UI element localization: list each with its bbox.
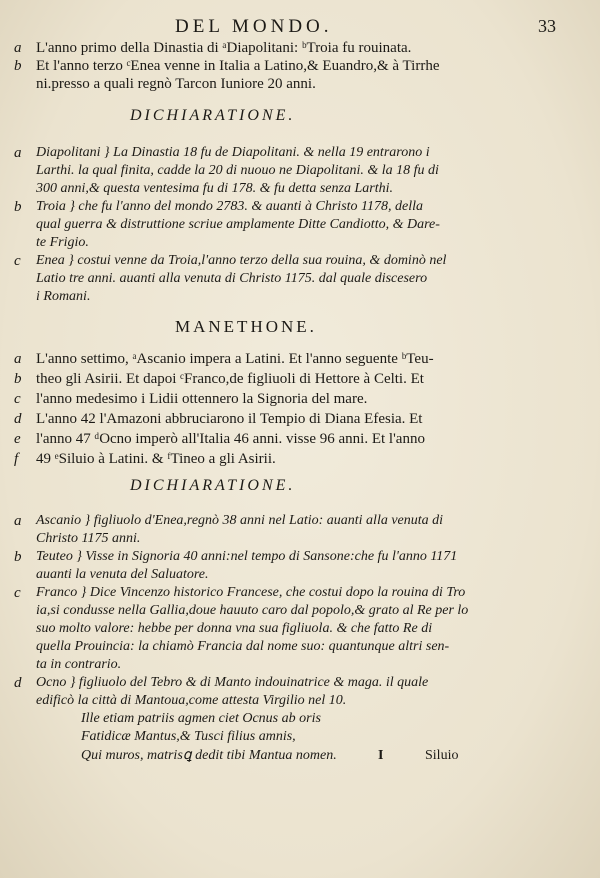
margin-letter: f bbox=[14, 451, 19, 467]
catchword: Siluio bbox=[425, 748, 459, 763]
gloss-line: Larthi. la qual finita, cadde la 20 di nuouo ne Diapolitani. & la 18 fu di bbox=[36, 163, 439, 178]
gloss-line: i Romani. bbox=[36, 289, 91, 304]
gloss-line: Troia } che fu l'anno del mondo 2783. & auanti à Christo 1178, della bbox=[36, 199, 423, 214]
text-line: 49 ᵉSiluio à Latini. & ᶠTineo a gli Asirii. bbox=[36, 451, 276, 467]
gloss-line: Teuteo } Visse in Signoria 40 anni:nel tempo di Sansone:che fu l'anno 1171 bbox=[36, 549, 458, 564]
margin-letter: a bbox=[14, 40, 22, 56]
page-number: 33 bbox=[538, 16, 556, 36]
gloss-line: Latio tre anni. auanti alla venuta di Christo 1175. dal quale discesero bbox=[36, 271, 428, 286]
text-line: l'anno 47 ᵈOcno imperò all'Italia 46 anni. visse 96 anni. Et l'anno bbox=[36, 431, 425, 447]
verse-line: Qui muros, matrisꝗ dedit tibi Mantua nomen. bbox=[81, 748, 337, 763]
gloss-line: ta in contrario. bbox=[36, 657, 122, 672]
text-line: L'anno settimo, ᵃAscanio impera a Latini. Et l'anno seguente ᵇTeu- bbox=[36, 351, 434, 367]
margin-letter: d bbox=[14, 411, 22, 427]
margin-letter: c bbox=[14, 585, 21, 601]
gloss-line: quella Prouincia: la chiamò Francia dal nome suo: quantunque altri sen- bbox=[36, 639, 450, 654]
gloss-line: edificò la città di Mantoua,come attesta Virgilio nel 10. bbox=[36, 693, 347, 708]
section-title-manethone: MANETHONE. bbox=[175, 317, 317, 336]
margin-letter: c bbox=[14, 391, 21, 407]
verse-line: Ille etiam patriis agmen ciet Ocnus ab oris bbox=[81, 711, 321, 726]
gloss-line: auanti la venuta del Saluatore. bbox=[36, 567, 209, 582]
signature-mark: I bbox=[378, 748, 384, 763]
gloss-line: 300 anni,& questa ventesima fu di 178. & fu detta senza Larthi. bbox=[36, 181, 393, 196]
gloss-line: qual guerra & distruttione scriue amplamente Ditte Candiotto, & Dare- bbox=[36, 217, 440, 232]
running-head: DEL MONDO. bbox=[175, 16, 333, 37]
gloss-line: suo molto valore: hebbe per donna vna sua figliuola. & che fatto Re di bbox=[36, 621, 433, 636]
text-line: L'anno 42 l'Amazoni abbruciarono il Tempio di Diana Efesia. Et bbox=[36, 411, 423, 427]
margin-letter: b bbox=[14, 58, 22, 74]
margin-letter: d bbox=[14, 675, 22, 691]
margin-letter: b bbox=[14, 199, 22, 215]
gloss-line: Ascanio } figliuolo d'Enea,regnò 38 anni nel Latio: auanti alla venuta di bbox=[36, 513, 444, 528]
gloss-line: Ocno } figliuolo del Tebro & di Manto indouinatrice & maga. il quale bbox=[36, 675, 429, 690]
margin-letter: b bbox=[14, 549, 22, 565]
text-line: ni.presso a quali regnò Tarcon Iuniore 20 anni. bbox=[36, 76, 316, 92]
verse-line: Fatidicæ Mantus,& Tusci filius amnis, bbox=[81, 729, 296, 744]
gloss-line: Enea } costui venne da Troia,l'anno terzo della sua rouina, & dominò nel bbox=[36, 253, 447, 268]
margin-letter: a bbox=[14, 513, 22, 529]
margin-letter: e bbox=[14, 431, 21, 447]
text-line: Et l'anno terzo ᶜEnea venne in Italia a Latino,& Euandro,& à Tirrhe bbox=[36, 58, 440, 74]
section-title: DICHIARATIONE. bbox=[130, 477, 296, 494]
margin-letter: a bbox=[14, 145, 22, 161]
text-line: theo gli Asirii. Et dapoi ᶜFranco,de figliuoli di Hettore à Celti. Et bbox=[36, 371, 424, 387]
gloss-line: Christo 1175 anni. bbox=[36, 531, 141, 546]
gloss-line: Diapolitani } La Dinastia 18 fu de Diapolitani. & nella 19 entrarono i bbox=[36, 145, 430, 160]
margin-letter: a bbox=[14, 351, 22, 367]
margin-letter: c bbox=[14, 253, 21, 269]
page-header bbox=[0, 16, 600, 38]
gloss-line: Franco } Dice Vincenzo historico Francese, che costui dopo la rouina di Tro bbox=[36, 585, 466, 600]
section-title: DICHIARATIONE. bbox=[130, 107, 296, 124]
gloss-line: te Frigio. bbox=[36, 235, 89, 250]
text-line: L'anno primo della Dinastia di ᵃDiapolitani: ᵇTroia fu rouinata. bbox=[36, 40, 412, 56]
gloss-line: ia,si condusse nella Gallia,doue hauuto caro dal popolo,& grato al Re per lo bbox=[36, 603, 469, 618]
margin-letter: b bbox=[14, 371, 22, 387]
text-line: l'anno medesimo i Lidii ottennero la Signoria del mare. bbox=[36, 391, 368, 407]
